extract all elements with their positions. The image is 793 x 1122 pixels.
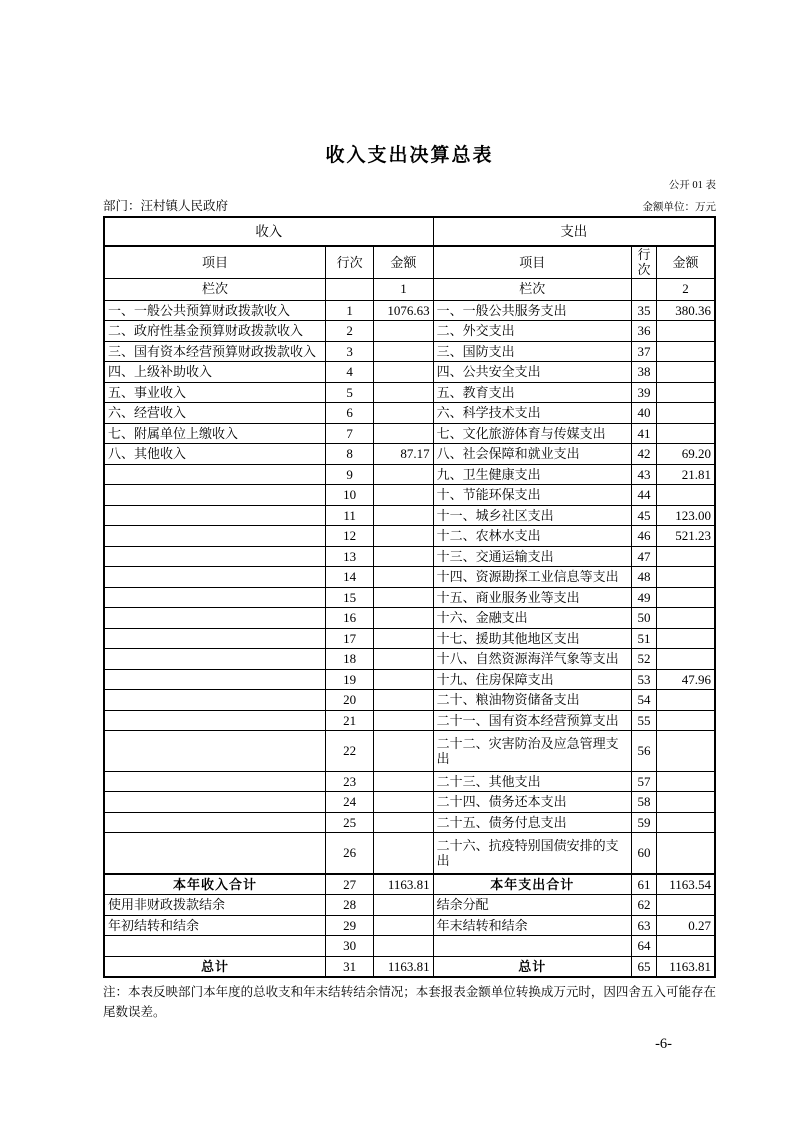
expense-amount-col-header: 金额 xyxy=(657,246,715,278)
expense-item-cell: 十九、住房保障支出 xyxy=(433,669,631,690)
document-content xyxy=(103,140,716,1053)
income-amount-cell xyxy=(374,321,433,342)
expense-item-cell: 六、科学技术支出 xyxy=(433,403,631,424)
expense-line-cell: 61 xyxy=(631,874,656,895)
footnote: 注：本表反映部门本年度的总收支和年末结转结余情况；本套报表金额单位转换成万元时，因四舍五入可能存在尾数误差。 xyxy=(103,985,716,1020)
income-item-cell: 使用非财政拨款结余 xyxy=(104,895,325,916)
department-label: 部门：汪村镇人民政府 xyxy=(103,199,229,213)
income-item-cell xyxy=(104,608,325,629)
expense-item-cell xyxy=(433,936,631,957)
table-row xyxy=(104,321,715,342)
expense-line-cell: 47 xyxy=(631,546,656,567)
expense-line-col-header: 行次 xyxy=(631,246,656,278)
expense-item-cell: 年末结转和结余 xyxy=(433,915,631,936)
expense-item-cell: 本年支出合计 xyxy=(433,874,631,895)
income-item-cell: 一、一般公共预算财政拨款收入 xyxy=(104,300,325,321)
table-row xyxy=(104,669,715,690)
expense-line-cell: 45 xyxy=(631,505,656,526)
income-lanci-label: 栏次 xyxy=(104,278,325,300)
income-amount-cell xyxy=(374,567,433,588)
expense-amount-cell: 380.36 xyxy=(657,300,715,321)
expense-item-cell: 十六、金融支出 xyxy=(433,608,631,629)
expense-item-cell: 三、国防支出 xyxy=(433,341,631,362)
expense-line-cell: 42 xyxy=(631,444,656,465)
expense-line-cell: 41 xyxy=(631,423,656,444)
income-amount-cell xyxy=(374,833,433,874)
table-code-label: 公开 01 表 xyxy=(668,180,716,191)
income-amount-cell xyxy=(374,731,433,772)
expense-amount-cell xyxy=(657,546,715,567)
income-line-cell: 25 xyxy=(325,812,373,833)
income-line-cell: 30 xyxy=(325,936,373,957)
income-line-cell: 28 xyxy=(325,895,373,916)
income-amount-cell xyxy=(374,771,433,792)
income-item-cell xyxy=(104,731,325,772)
income-item-cell xyxy=(104,546,325,567)
table-row xyxy=(104,341,715,362)
expense-item-cell: 十三、交通运输支出 xyxy=(433,546,631,567)
column-header-row xyxy=(104,246,715,278)
table-row xyxy=(104,874,715,895)
expense-item-cell: 九、卫生健康支出 xyxy=(433,464,631,485)
income-line-cell: 22 xyxy=(325,731,373,772)
income-amount-cell xyxy=(374,812,433,833)
expense-line-cell: 44 xyxy=(631,485,656,506)
income-item-cell xyxy=(104,567,325,588)
income-item-cell xyxy=(104,936,325,957)
expense-item-cell: 二十六、抗疫特别国债安排的支出 xyxy=(433,833,631,874)
income-line-cell: 24 xyxy=(325,792,373,813)
income-amount-cell xyxy=(374,423,433,444)
income-section-header: 收入 xyxy=(104,217,433,246)
expense-line-cell: 54 xyxy=(631,690,656,711)
income-item-cell xyxy=(104,649,325,670)
section-header-row xyxy=(104,217,715,246)
table-row xyxy=(104,444,715,465)
table-row xyxy=(104,526,715,547)
income-line-cell: 18 xyxy=(325,649,373,670)
expense-amount-cell xyxy=(657,649,715,670)
expense-amount-cell: 47.96 xyxy=(657,669,715,690)
income-amount-cell xyxy=(374,608,433,629)
table-row xyxy=(104,587,715,608)
income-amount-cell: 1163.81 xyxy=(374,956,433,977)
table-row xyxy=(104,567,715,588)
expense-section-header: 支出 xyxy=(433,217,715,246)
expense-amount-cell xyxy=(657,936,715,957)
income-line-cell: 12 xyxy=(325,526,373,547)
expense-amount-cell xyxy=(657,341,715,362)
table-row xyxy=(104,895,715,916)
income-amount-cell xyxy=(374,710,433,731)
table-body xyxy=(104,217,715,977)
income-amount-cell xyxy=(374,649,433,670)
expense-line-cell: 46 xyxy=(631,526,656,547)
table-row xyxy=(104,546,715,567)
expense-item-cell: 一、一般公共服务支出 xyxy=(433,300,631,321)
expense-line-cell: 65 xyxy=(631,956,656,977)
income-line-cell: 13 xyxy=(325,546,373,567)
expense-item-cell: 总计 xyxy=(433,956,631,977)
table-row xyxy=(104,771,715,792)
expense-line-cell: 58 xyxy=(631,792,656,813)
expense-line-cell: 36 xyxy=(631,321,656,342)
expense-line-cell: 38 xyxy=(631,362,656,383)
income-amount-cell xyxy=(374,403,433,424)
expense-amount-cell xyxy=(657,628,715,649)
expense-line-cell: 57 xyxy=(631,771,656,792)
income-line-cell: 20 xyxy=(325,690,373,711)
expense-item-cell: 四、公共安全支出 xyxy=(433,362,631,383)
income-item-cell: 总计 xyxy=(104,956,325,977)
expense-line-cell: 35 xyxy=(631,300,656,321)
table-row xyxy=(104,608,715,629)
income-item-cell: 本年收入合计 xyxy=(104,874,325,895)
expense-item-cell: 十、节能环保支出 xyxy=(433,485,631,506)
expense-line-cell: 64 xyxy=(631,936,656,957)
expense-line-cell: 48 xyxy=(631,567,656,588)
income-line-cell: 1 xyxy=(325,300,373,321)
income-amount-cell xyxy=(374,341,433,362)
income-amount-cell xyxy=(374,485,433,506)
income-item-cell xyxy=(104,587,325,608)
income-amount-cell xyxy=(374,464,433,485)
summary-table xyxy=(103,216,716,978)
page-number: -6- xyxy=(655,1036,672,1053)
table-row xyxy=(104,833,715,874)
income-line-cell: 10 xyxy=(325,485,373,506)
expense-amount-cell: 0.27 xyxy=(657,915,715,936)
income-item-cell xyxy=(104,812,325,833)
table-row xyxy=(104,710,715,731)
income-amount-cell xyxy=(374,915,433,936)
income-item-cell xyxy=(104,690,325,711)
expense-item-cell: 十二、农林水支出 xyxy=(433,526,631,547)
table-row xyxy=(104,403,715,424)
expense-item-cell: 八、社会保障和就业支出 xyxy=(433,444,631,465)
income-line-cell: 17 xyxy=(325,628,373,649)
expense-amount-cell xyxy=(657,690,715,711)
income-item-cell xyxy=(104,792,325,813)
page-title: 收入支出决算总表 xyxy=(325,145,494,166)
expense-amount-cell xyxy=(657,608,715,629)
income-item-cell xyxy=(104,505,325,526)
expense-amount-cell: 123.00 xyxy=(657,505,715,526)
income-line-cell: 11 xyxy=(325,505,373,526)
table-row xyxy=(104,628,715,649)
income-amount-cell xyxy=(374,628,433,649)
table-row xyxy=(104,505,715,526)
income-amount-cell xyxy=(374,669,433,690)
expense-amount-cell xyxy=(657,567,715,588)
income-amount-cell xyxy=(374,895,433,916)
expense-amount-cell xyxy=(657,895,715,916)
income-item-cell xyxy=(104,628,325,649)
expense-amount-cell: 1163.81 xyxy=(657,956,715,977)
income-line-cell: 15 xyxy=(325,587,373,608)
table-row xyxy=(104,362,715,383)
table-row xyxy=(104,731,715,772)
income-amount-cell xyxy=(374,792,433,813)
income-item-cell xyxy=(104,771,325,792)
meta-line xyxy=(103,196,716,214)
table-row xyxy=(104,382,715,403)
income-amount-cell: 1163.81 xyxy=(374,874,433,895)
expense-amount-cell xyxy=(657,710,715,731)
income-line-cell: 31 xyxy=(325,956,373,977)
expense-amount-cell: 69.20 xyxy=(657,444,715,465)
income-amount-cell xyxy=(374,546,433,567)
income-amount-cell xyxy=(374,526,433,547)
income-line-cell: 6 xyxy=(325,403,373,424)
expense-amount-cell xyxy=(657,321,715,342)
expense-line-cell: 60 xyxy=(631,833,656,874)
expense-line-cell: 40 xyxy=(631,403,656,424)
table-row xyxy=(104,690,715,711)
expense-lanci-label: 栏次 xyxy=(433,278,631,300)
table-row xyxy=(104,649,715,670)
expense-item-cell: 七、文化旅游体育与传媒支出 xyxy=(433,423,631,444)
income-amount-cell xyxy=(374,936,433,957)
income-line-cell: 9 xyxy=(325,464,373,485)
income-amount-col-header: 金额 xyxy=(374,246,433,278)
expense-col-index: 2 xyxy=(657,278,715,300)
unit-label: 金额单位：万元 xyxy=(642,202,716,213)
table-row xyxy=(104,812,715,833)
income-item-cell: 七、附属单位上缴收入 xyxy=(104,423,325,444)
expense-line-cell: 52 xyxy=(631,649,656,670)
expense-line-cell: 39 xyxy=(631,382,656,403)
income-line-cell: 27 xyxy=(325,874,373,895)
expense-amount-cell xyxy=(657,771,715,792)
income-line-cell: 14 xyxy=(325,567,373,588)
income-line-cell: 8 xyxy=(325,444,373,465)
income-amount-cell xyxy=(374,362,433,383)
expense-amount-cell xyxy=(657,423,715,444)
income-item-cell: 八、其他收入 xyxy=(104,444,325,465)
income-line-cell: 19 xyxy=(325,669,373,690)
expense-amount-cell: 1163.54 xyxy=(657,874,715,895)
expense-amount-cell xyxy=(657,485,715,506)
income-amount-cell xyxy=(374,690,433,711)
income-item-cell xyxy=(104,526,325,547)
expense-line-cell: 43 xyxy=(631,464,656,485)
table-row xyxy=(104,423,715,444)
expense-item-cell: 十一、城乡社区支出 xyxy=(433,505,631,526)
income-item-cell: 五、事业收入 xyxy=(104,382,325,403)
income-item-cell xyxy=(104,464,325,485)
expense-amount-cell xyxy=(657,403,715,424)
expense-item-cell: 二、外交支出 xyxy=(433,321,631,342)
expense-amount-cell xyxy=(657,812,715,833)
expense-item-cell: 二十三、其他支出 xyxy=(433,771,631,792)
expense-line-cell: 49 xyxy=(631,587,656,608)
table-row xyxy=(104,300,715,321)
expense-amount-cell xyxy=(657,362,715,383)
income-line-cell: 7 xyxy=(325,423,373,444)
expense-amount-cell xyxy=(657,833,715,874)
income-item-col-header: 项目 xyxy=(104,246,325,278)
expense-amount-cell xyxy=(657,382,715,403)
expense-amount-cell xyxy=(657,792,715,813)
income-item-cell: 二、政府性基金预算财政拨款收入 xyxy=(104,321,325,342)
expense-item-cell: 十七、援助其他地区支出 xyxy=(433,628,631,649)
income-amount-cell: 1076.63 xyxy=(374,300,433,321)
income-line-cell: 21 xyxy=(325,710,373,731)
income-item-cell: 四、上级补助收入 xyxy=(104,362,325,383)
table-row xyxy=(104,956,715,977)
expense-line-cell: 53 xyxy=(631,669,656,690)
expense-item-cell: 结余分配 xyxy=(433,895,631,916)
income-amount-cell: 87.17 xyxy=(374,444,433,465)
expense-item-cell: 五、教育支出 xyxy=(433,382,631,403)
income-line-cell: 23 xyxy=(325,771,373,792)
income-item-cell xyxy=(104,485,325,506)
expense-item-cell: 二十、粮油物资储备支出 xyxy=(433,690,631,711)
expense-amount-cell xyxy=(657,587,715,608)
income-line-cell: 3 xyxy=(325,341,373,362)
expense-item-cell: 十四、资源勘探工业信息等支出 xyxy=(433,567,631,588)
expense-line-cell: 50 xyxy=(631,608,656,629)
column-index-row xyxy=(104,278,715,300)
income-item-cell: 三、国有资本经营预算财政拨款收入 xyxy=(104,341,325,362)
income-item-cell: 年初结转和结余 xyxy=(104,915,325,936)
expense-amount-cell: 21.81 xyxy=(657,464,715,485)
expense-item-cell: 二十五、债务付息支出 xyxy=(433,812,631,833)
expense-item-cell: 二十四、债务还本支出 xyxy=(433,792,631,813)
income-item-cell xyxy=(104,710,325,731)
expense-line-cell: 51 xyxy=(631,628,656,649)
table-row xyxy=(104,485,715,506)
income-amount-cell xyxy=(374,505,433,526)
income-item-cell: 六、经营收入 xyxy=(104,403,325,424)
income-amount-cell xyxy=(374,382,433,403)
expense-item-cell: 二十二、灾害防治及应急管理支出 xyxy=(433,731,631,772)
expense-amount-cell: 521.23 xyxy=(657,526,715,547)
expense-line-cell: 62 xyxy=(631,895,656,916)
expense-item-cell: 二十一、国有资本经营预算支出 xyxy=(433,710,631,731)
expense-item-cell: 十八、自然资源海洋气象等支出 xyxy=(433,649,631,670)
income-item-cell xyxy=(104,669,325,690)
expense-line-cell: 37 xyxy=(631,341,656,362)
table-row xyxy=(104,464,715,485)
expense-item-col-header: 项目 xyxy=(433,246,631,278)
expense-line-cell: 56 xyxy=(631,731,656,772)
income-line-cell: 29 xyxy=(325,915,373,936)
income-amount-cell xyxy=(374,587,433,608)
expense-amount-cell xyxy=(657,731,715,772)
income-line-cell: 16 xyxy=(325,608,373,629)
income-lanci-blank xyxy=(325,278,373,300)
income-item-cell xyxy=(104,833,325,874)
expense-line-cell: 63 xyxy=(631,915,656,936)
expense-line-cell: 59 xyxy=(631,812,656,833)
expense-line-cell: 55 xyxy=(631,710,656,731)
income-line-cell: 5 xyxy=(325,382,373,403)
expense-item-cell: 十五、商业服务业等支出 xyxy=(433,587,631,608)
table-row xyxy=(104,792,715,813)
income-line-cell: 2 xyxy=(325,321,373,342)
income-line-cell: 4 xyxy=(325,362,373,383)
table-row xyxy=(104,936,715,957)
income-line-col-header: 行次 xyxy=(325,246,373,278)
expense-lanci-blank xyxy=(631,278,656,300)
income-col-index: 1 xyxy=(374,278,433,300)
income-line-cell: 26 xyxy=(325,833,373,874)
table-row xyxy=(104,915,715,936)
